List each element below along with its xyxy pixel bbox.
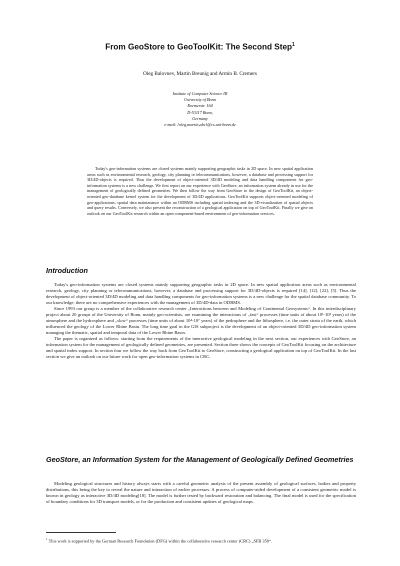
paragraph: Modeling geological structures and history always starts with a careful geometric analysis of the present assembly of geological surfaces, bodies and property distributions, this being the key to reveal the nature and interaction of earlier processes. A process of computer-aided development of a consistent geometric model is known in geology as interactive 3D/4D modeling[18]. The model is further tested by backward restoration and balancing. The final model is used for the specification of boundary conditions for 3D transport models, or for the production and consistent updates of geological maps. xyxy=(46,481,356,504)
section-body-geostore xyxy=(46,481,356,505)
paragraph: The paper is organized as follows: starting from the requirements of the interactive geological modeling in the next section, our experiences with GeoStore, an information system for the management of geologically defined geometries, are presented. Section three shows the concepts of GeoToolKit focusing on the architecture and spatial index support. In section four we follow the way back from GeoToolKit to GeoStore, constructing a geological application on top of GeoToolKit. In the last section we give an outlook on our future work for open geo-information systems in CRC. xyxy=(46,336,356,359)
abstract: Today's geo-information systems are closed systems mainly supporting geographic tasks in 2D space. In new spatial application areas such as environmental research, geology, city planning or telecommunications, however, a database and processing support for 3D/4D-objects is required. Thus the development of object-oriented 3D/4D modeling and data handling components for geo-information systems is a new challenge. We first report on our experience with GeoStore, an information system already in use for the management of geologically defined geometries. We then follow the way from GeoStore to the design of GeoToolKit, an object-oriented geo-database kernel system for the development of 3D/4D applications. GeoToolKit supports object-oriented modeling of geo-applications, spatial data maintenance within an ODBMS including spatial indexing and the 3D-visualization of spatial objects and query results. Conversely, we also present the reconstruction of a geological application on top of GeoToolKit. Finally we give an outlook on our GeoToolKit research within an open component-based environment of geo-information services. xyxy=(87,166,313,216)
affiliation-line: Roemerstr. 164 xyxy=(187,103,213,109)
footnote-mark: 1 xyxy=(46,537,48,541)
footnote xyxy=(46,536,356,544)
affiliation-line: Germany xyxy=(192,115,208,121)
paragraph: Since 1993 our group is a member of the collaborative research center „Interactions between and Modeling of Continental Geosystems“. In this interdisciplinary project about 20 groups of the University of Bonn, mainly geo-scientists, are examining the interactions of „fast“ processes (time units of about 10¹-10³ years) of the atmosphere and the hydrosphere and „slow“ processes (time units of about 10⁴-10⁷ years) of the pedosphere and the lithosphere, i.e. the outer strata of the earth, which influenced the geology of the Lower Rhine Basin. The long time goal in the GIS subproject is the development of an object-oriented 3D/4D geo-information system managing the thematic, spatial and temporal data of the Lower Rhine Basin. xyxy=(46,306,356,335)
authors: Oleg Balovnev, Martin Breunig and Armin B. Cremers xyxy=(143,71,257,77)
affiliation-line: D-53117 Bonn, xyxy=(187,109,213,115)
paper-title-text: From GeoStore to GeoToolKit: The Second Step xyxy=(105,42,293,52)
affiliation-line: University of Bonn xyxy=(184,97,216,103)
footnote-text: This work is supported by the German Research Foundation (DFG) within the collaborative research center (CRC) „SFB 350“. xyxy=(48,538,273,544)
title-footnote-mark: 1 xyxy=(292,42,295,48)
footnote-divider xyxy=(46,532,116,533)
affiliation-block xyxy=(20,91,380,128)
affiliation-line: Institute of Computer Science III xyxy=(172,91,228,96)
section-heading-introduction: Introduction xyxy=(46,266,88,275)
section-heading-geostore: GeoStore, an Information System for the Management of Geologically Defined Geometries xyxy=(46,455,354,464)
paragraph: Today's geo-information systems are closed systems mainly supporting geographic tasks in 2D space. In new spatial application areas such as environmental research, geology, city planning or telecommunications, however, a database and processing support for 3D/4D-objects is required [14], [12], [22], [5]. Thus the development of object-oriented 3D/4D modeling and data handling components for geo-information systems is a new challenge for the spatial database community. To our knowledge, there are no comprehensive experiences with the management of 3D/4D-data in ODBMS. xyxy=(46,282,356,305)
affiliation-email: e-mail: {oleg,martin,abc}@cs.uni-bonn.de xyxy=(164,122,236,128)
paper-title xyxy=(20,40,380,53)
section-body-introduction xyxy=(46,282,356,360)
